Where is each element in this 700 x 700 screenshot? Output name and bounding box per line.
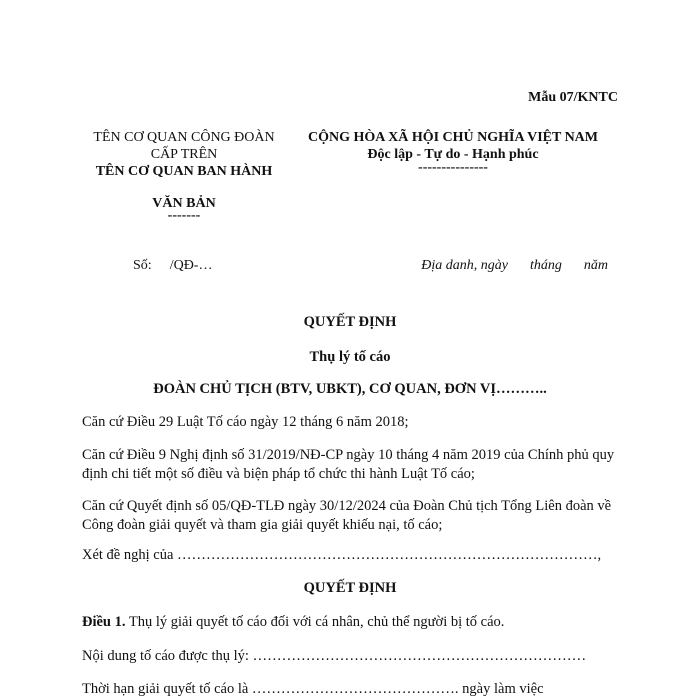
agency-line-1: TÊN CƠ QUAN CÔNG ĐOÀN bbox=[93, 130, 275, 145]
accepted-content-line: Nội dung tố cáo được thụ lý: …………………………………………………………… bbox=[82, 648, 587, 664]
deadline-line: Thời hạn giải quyết tố cáo là ……………………………………. ngày làm việc bbox=[82, 681, 544, 697]
reference-label: Số: bbox=[133, 258, 152, 273]
article-1 bbox=[82, 613, 622, 632]
country-name: CỘNG HÒA XÃ HỘI CHỦ NGHĨA VIỆT NAM bbox=[307, 130, 598, 145]
issuing-agency-block bbox=[84, 129, 284, 223]
legal-basis-1: Căn cứ Điều 29 Luật Tố cáo ngày 12 tháng 6 năm 2018; bbox=[82, 414, 409, 430]
document-title: QUYẾT ĐỊNH bbox=[303, 314, 397, 330]
legal-basis-3: Căn cứ Quyết định số 05/QĐ-TLĐ ngày 30/12/2024 của Đoàn Chủ tịch Tổng Liên đoàn về Công đoàn giải quyết và tham gia giải quyết khiếu nại, tố cáo; bbox=[82, 498, 612, 533]
agency-line-2: CẤP TRÊN bbox=[150, 147, 218, 162]
agency-line-3: TÊN CƠ QUAN BAN HÀNH bbox=[95, 164, 273, 179]
article-1-text: Thụ lý giải quyết tố cáo đối với cá nhân, chủ thể người bị tố cáo. bbox=[125, 614, 505, 630]
place-month: tháng bbox=[529, 258, 562, 273]
place-day: Địa danh, ngày bbox=[421, 258, 508, 273]
national-header-block bbox=[288, 129, 618, 173]
legal-basis-2: Căn cứ Điều 9 Nghị định số 31/2019/NĐ-CP ngày 10 tháng 4 năm 2019 của Chính phủ quy định chi tiết một số điều và biện pháp tổ chức thi hành Luật Tố cáo; bbox=[82, 447, 615, 482]
decision-heading: QUYẾT ĐỊNH bbox=[303, 580, 397, 596]
motto-underline: --------------- bbox=[418, 160, 488, 175]
agency-underline: ------- bbox=[167, 208, 201, 223]
place-year: năm bbox=[583, 258, 608, 273]
document-subtitle: Thụ lý tố cáo bbox=[309, 349, 391, 365]
proposal-line: Xét đề nghị của ……………………………………………………………………………, bbox=[82, 547, 602, 563]
document-reference bbox=[133, 258, 212, 274]
agency-line-4: VĂN BẢN bbox=[152, 196, 216, 211]
form-code: Mẫu 07/KNTC bbox=[528, 90, 618, 105]
issuing-authority: ĐOÀN CHỦ TỊCH (BTV, UBKT), CƠ QUAN, ĐƠN VỊ……….. bbox=[153, 381, 547, 397]
national-motto: Độc lập - Tự do - Hạnh phúc bbox=[367, 147, 539, 162]
reference-value: /QĐ-… bbox=[169, 258, 213, 273]
article-1-label: Điều 1. bbox=[82, 614, 126, 630]
place-date bbox=[421, 258, 608, 274]
